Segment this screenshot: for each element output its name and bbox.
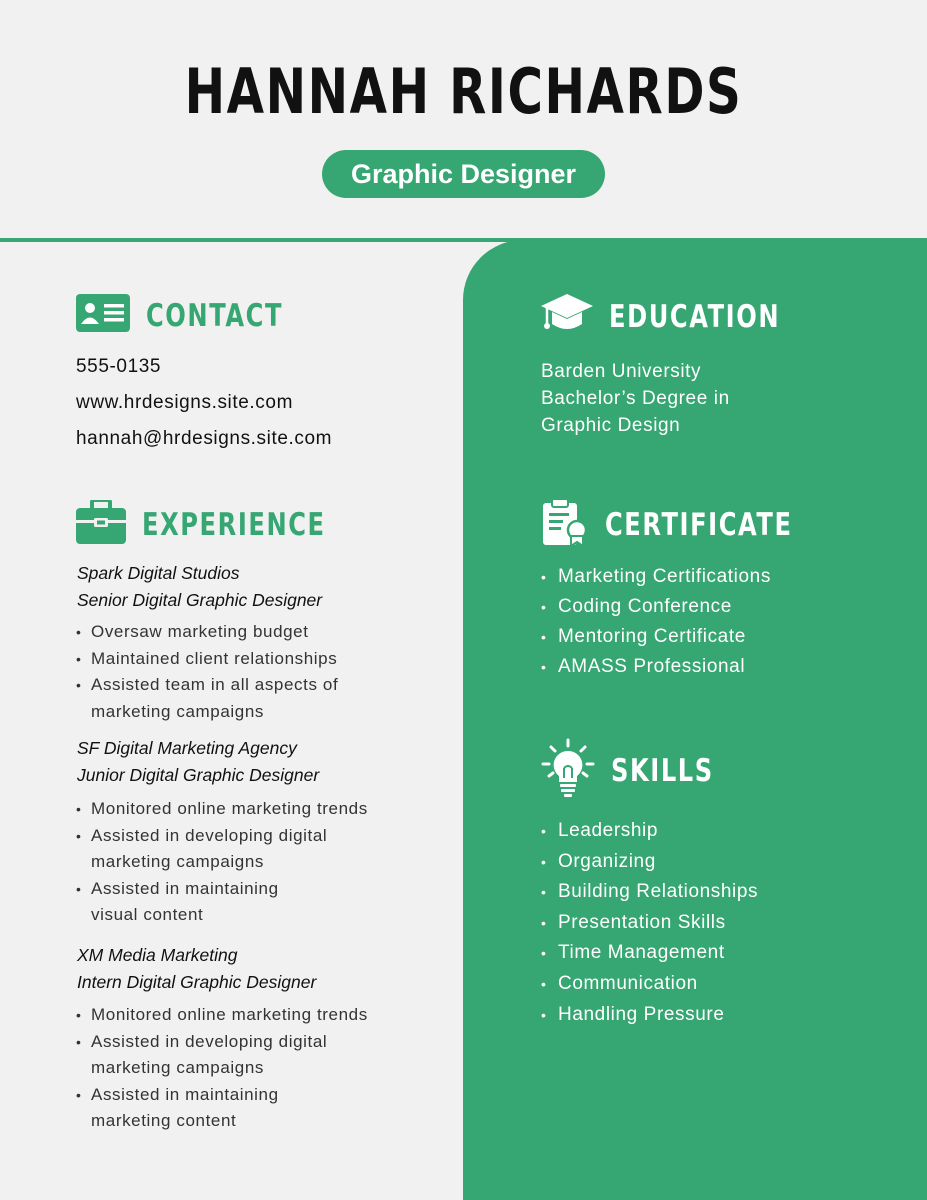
lightbulb-icon (541, 738, 595, 803)
list-item: • Coding Conference (541, 592, 771, 622)
education-field: Graphic Design (541, 415, 681, 436)
list-item: • Assisted in maintaining (76, 1082, 446, 1109)
contact-title: CONTACT (146, 297, 284, 334)
resume-name: HANNAH RICHARDS (184, 55, 743, 128)
job-position: Senior Digital Graphic Designer (77, 590, 323, 610)
skills-title: SKILLS (611, 752, 714, 789)
job-bullets (76, 619, 446, 725)
role-badge: Graphic Designer (322, 150, 605, 198)
list-item: • Monitored online marketing trends (76, 796, 446, 823)
id-card-icon (76, 294, 130, 337)
list-item: • Assisted team in all aspects of (76, 672, 446, 699)
contact-heading (76, 294, 322, 337)
list-item: marketing content (91, 1111, 237, 1130)
list-item: • Building Relationships (541, 877, 758, 908)
certificate-list (541, 562, 771, 682)
job-company: XM Media Marketing (77, 945, 238, 965)
education-details (541, 358, 730, 439)
list-item: • Communication (541, 969, 758, 1000)
list-item: • Assisted in maintaining (76, 876, 446, 903)
list-item: • Maintained client relationships (76, 646, 446, 673)
contact-website[interactable]: www.hrdesigns.site.com (76, 392, 293, 413)
certificate-clipboard-icon (541, 498, 589, 551)
list-item: • Presentation Skills (541, 908, 758, 939)
contact-email[interactable]: hannah@hrdesigns.site.com (76, 428, 333, 449)
education-school: Barden University (541, 361, 702, 382)
job-entry (77, 942, 447, 996)
right-panel (463, 240, 927, 1200)
list-item: • Leadership (541, 816, 758, 847)
job-entry (77, 560, 447, 614)
certificate-title: CERTIFICATE (605, 506, 793, 543)
job-bullets (76, 796, 446, 929)
education-title: EDUCATION (609, 298, 781, 335)
list-item: • Assisted in developing digital (76, 1029, 446, 1056)
briefcase-icon (76, 500, 126, 549)
graduation-cap-icon (541, 292, 593, 341)
skills-list (541, 816, 758, 1030)
list-item: • Time Management (541, 938, 758, 969)
job-company: Spark Digital Studios (77, 563, 240, 583)
list-item: marketing campaigns (91, 1058, 264, 1077)
job-entry (77, 735, 447, 789)
list-item: • Marketing Certifications (541, 562, 771, 592)
contact-list (76, 356, 332, 464)
list-item: • Monitored online marketing trends (76, 1002, 446, 1029)
list-item: marketing campaigns (91, 852, 264, 871)
list-item: • AMASS Professional (541, 652, 771, 682)
skills-heading (541, 738, 743, 803)
list-item: marketing campaigns (91, 701, 264, 721)
list-item: • Handling Pressure (541, 1000, 758, 1031)
certificate-heading (541, 498, 845, 551)
experience-heading (76, 500, 377, 549)
job-bullets (76, 1002, 446, 1135)
list-item: visual content (91, 905, 204, 924)
experience-title: EXPERIENCE (142, 506, 326, 543)
job-position: Junior Digital Graphic Designer (77, 765, 320, 785)
list-item: • Assisted in developing digital (76, 823, 446, 850)
job-position: Intern Digital Graphic Designer (77, 972, 317, 992)
education-heading (541, 292, 828, 341)
list-item: • Oversaw marketing budget (76, 619, 446, 646)
list-item: • Mentoring Certificate (541, 622, 771, 652)
contact-phone: 555-0135 (76, 356, 162, 377)
job-company: SF Digital Marketing Agency (77, 738, 297, 758)
list-item: • Organizing (541, 847, 758, 878)
education-degree: Bachelor’s Degree in (541, 388, 730, 409)
